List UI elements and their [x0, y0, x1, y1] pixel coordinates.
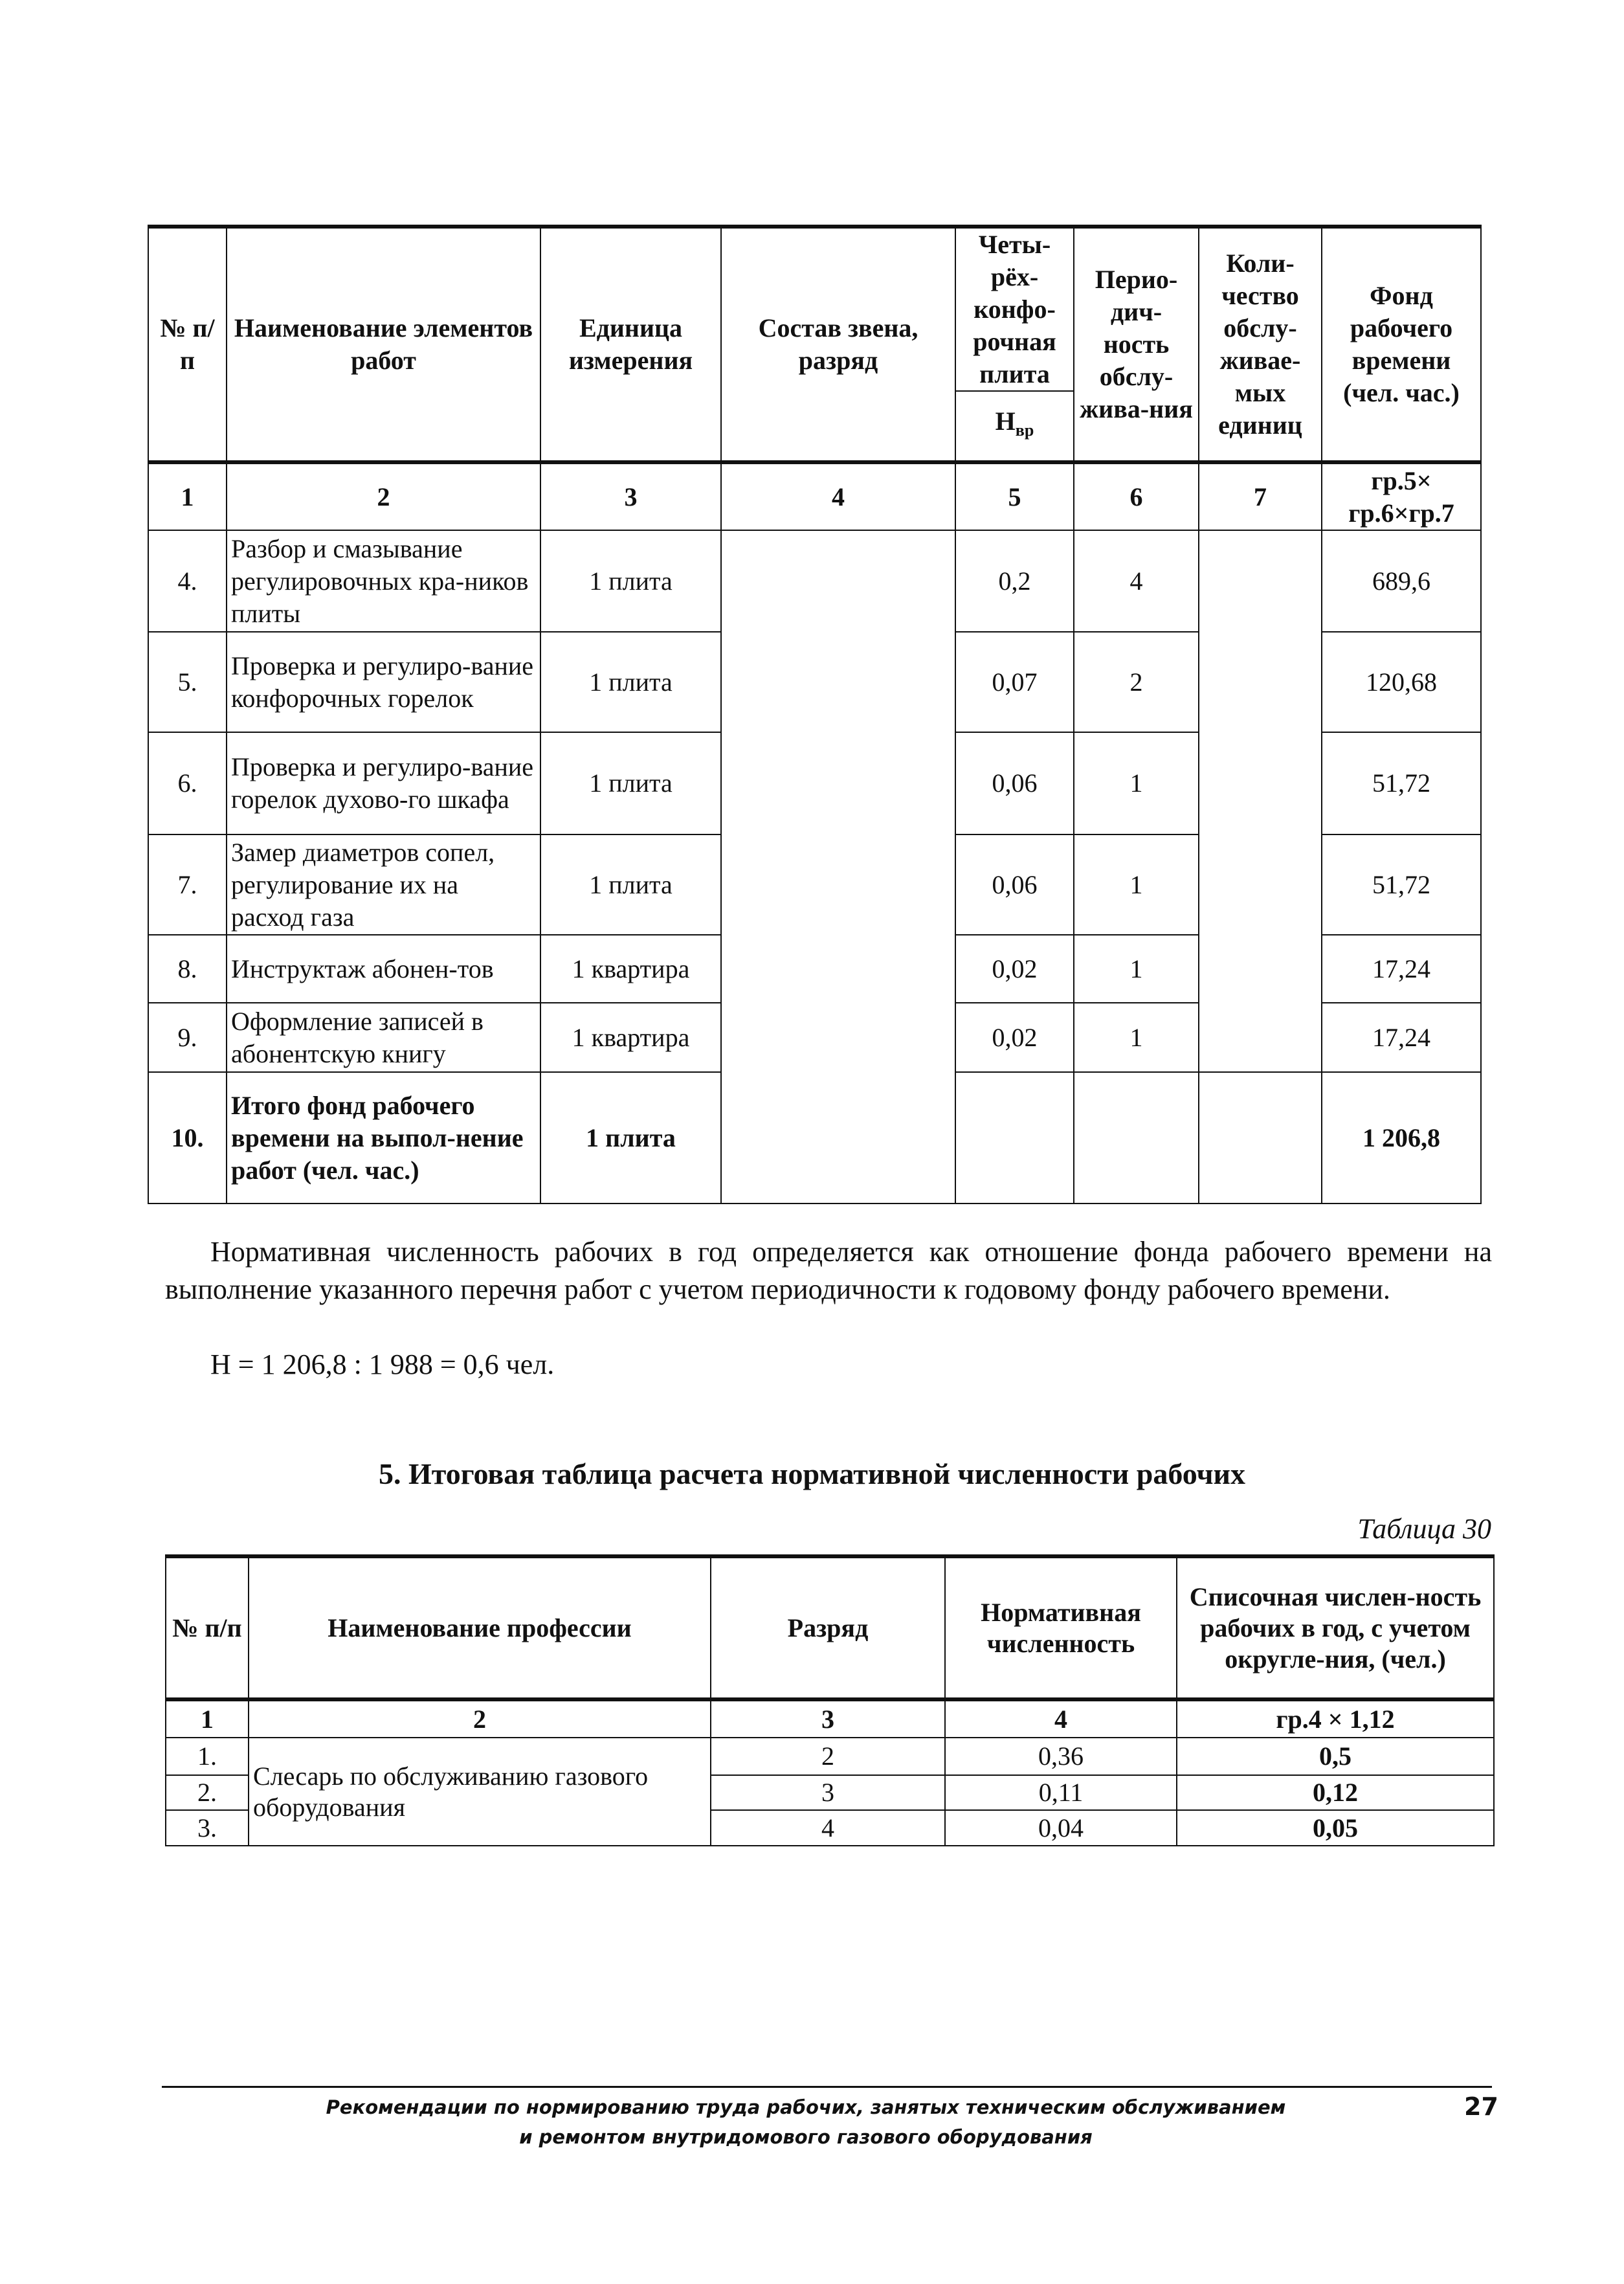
footer-line-1: Рекомендации по нормированию труда рабочих, занятых техническим обслуживанием: [326, 2096, 1286, 2118]
table-cell: 1 квартира: [540, 935, 721, 1003]
column-number: 2: [249, 1699, 711, 1738]
table-cell: 1: [1074, 935, 1199, 1003]
table-cell: 0,02: [955, 1003, 1074, 1072]
table-caption: Таблица 30: [1357, 1513, 1491, 1545]
table-cell: 8.: [148, 935, 227, 1003]
column-header: Нормативная численность: [945, 1556, 1177, 1699]
table-cell: Оформление записей в абонентскую книгу: [227, 1003, 540, 1072]
table-cell: 1 плита: [540, 632, 721, 732]
column-header: № п/п: [166, 1556, 249, 1699]
table-cell: Инструктаж абонен-тов: [227, 935, 540, 1003]
headcount-summary-table: [165, 1554, 1495, 1846]
table-cell: 120,68: [1322, 632, 1481, 732]
table-cell: 0,06: [955, 732, 1074, 834]
column-header: Коли-чество обслу-живае-мых единиц: [1199, 227, 1322, 462]
merged-empty-cell: [721, 530, 955, 1204]
table-row: [148, 227, 1481, 391]
table-cell: [1074, 1072, 1199, 1204]
table-cell: 1 плита: [540, 834, 721, 935]
table-cell: [955, 1072, 1074, 1204]
total-fund: 1 206,8: [1322, 1072, 1481, 1204]
column-header: Единица измерения: [540, 227, 721, 462]
table-cell: 1 плита: [540, 530, 721, 632]
table-cell: 5.: [148, 632, 227, 732]
column-header: Четы-рёх-конфо-рочная плита: [955, 227, 1074, 391]
table-cell: Замер диаметров сопел, регулирование их на расход газа: [227, 834, 540, 935]
table-cell: 3.: [166, 1810, 249, 1846]
table-cell: 0,02: [955, 935, 1074, 1003]
column-header: Списочная числен-ность рабочих в год, с учетом округле-ния, (чел.): [1177, 1556, 1494, 1699]
column-header: Состав звена, разряд: [721, 227, 955, 462]
column-number: 4: [721, 462, 955, 530]
column-number: 4: [945, 1699, 1177, 1738]
table-cell: 1: [1074, 834, 1199, 935]
table-cell: 4: [1074, 530, 1199, 632]
table-cell: 0,36: [945, 1738, 1177, 1775]
table-cell: 689,6: [1322, 530, 1481, 632]
table-cell: 1: [1074, 1003, 1199, 1072]
table-cell: 17,24: [1322, 1003, 1481, 1072]
table-cell: 0,12: [1177, 1775, 1494, 1810]
column-number: 7: [1199, 462, 1322, 530]
column-header: № п/п: [148, 227, 227, 462]
table-row: [148, 462, 1481, 530]
table-cell: 1 квартира: [540, 1003, 721, 1072]
column-number: гр.4 × 1,12: [1177, 1699, 1494, 1738]
column-subheader: [955, 391, 1074, 462]
merged-empty-cell: [1199, 530, 1322, 1072]
table-cell: 0,05: [1177, 1810, 1494, 1846]
table-cell: 51,72: [1322, 732, 1481, 834]
footer-line-2: и ремонтом внутридомового газового оборудования: [519, 2126, 1093, 2148]
table-cell: 0,06: [955, 834, 1074, 935]
column-number: 6: [1074, 462, 1199, 530]
table-cell: 0,5: [1177, 1738, 1494, 1775]
column-number: 1: [148, 462, 227, 530]
table-cell: 1 плита: [540, 732, 721, 834]
table-cell: 2: [1074, 632, 1199, 732]
table-cell: Проверка и регулиро-вание горелок духово-го шкафа: [227, 732, 540, 834]
column-number: гр.5× гр.6×гр.7: [1322, 462, 1481, 530]
table-cell: 0,11: [945, 1775, 1177, 1810]
table-cell: 1.: [166, 1738, 249, 1775]
column-number: 3: [540, 462, 721, 530]
table-cell: 4: [711, 1810, 945, 1846]
column-header: Наименование профессии: [249, 1556, 711, 1699]
column-header: Фонд рабочего времени (чел. час.): [1322, 227, 1481, 462]
column-header: Перио-дич-ность обслу-жива-ния: [1074, 227, 1199, 462]
table-cell: 51,72: [1322, 834, 1481, 935]
table-cell: 6.: [148, 732, 227, 834]
table-cell: 0,04: [945, 1810, 1177, 1846]
column-header: Наименование элементов работ: [227, 227, 540, 462]
table-cell: 2.: [166, 1775, 249, 1810]
table-cell: 9.: [148, 1003, 227, 1072]
table-cell: 10.: [148, 1072, 227, 1204]
table-cell: Проверка и регулиро-вание конфорочных горелок: [227, 632, 540, 732]
table-cell: Разбор и смазывание регулировочных кра-ников плиты: [227, 530, 540, 632]
table-cell: 0,07: [955, 632, 1074, 732]
norm-symbol: Н: [995, 407, 1016, 436]
table-cell: 1: [1074, 732, 1199, 834]
formula: Н = 1 206,8 : 1 988 = 0,6 чел.: [210, 1349, 555, 1380]
table-cell: 7.: [148, 834, 227, 935]
table-row: [148, 530, 1481, 632]
table-cell: 4.: [148, 530, 227, 632]
table-row: [166, 1738, 1494, 1775]
column-number: 1: [166, 1699, 249, 1738]
footer-text: [162, 2092, 1450, 2152]
section-heading: 5. Итоговая таблица расчета нормативной численности рабочих: [378, 1457, 1246, 1490]
page-number: 27: [1464, 2092, 1498, 2121]
table-cell: 17,24: [1322, 935, 1481, 1003]
column-number: 2: [227, 462, 540, 530]
table-cell: [1199, 1072, 1322, 1204]
table-cell: 1 плита: [540, 1072, 721, 1204]
table-cell: 0,2: [955, 530, 1074, 632]
column-number: 5: [955, 462, 1074, 530]
profession-name: Слесарь по обслуживанию газового оборудования: [249, 1738, 711, 1846]
column-header: Разряд: [711, 1556, 945, 1699]
norm-subscript: вр: [1015, 421, 1034, 440]
table-cell: 3: [711, 1775, 945, 1810]
paragraph: Нормативная численность рабочих в год определяется как отношение фонда рабочего времени на выполнение указанного перечня работ с учетом периодичности к годовому фонду рабочего времени.: [165, 1236, 1492, 1305]
table-row: [166, 1556, 1494, 1699]
footer-divider: [162, 2086, 1492, 2088]
table-cell: Итого фонд рабочего времени на выпол-нение работ (чел. час.): [227, 1072, 540, 1204]
table-cell: 2: [711, 1738, 945, 1775]
table-row: [166, 1699, 1494, 1738]
work-time-fund-table: [148, 225, 1482, 1204]
column-number: 3: [711, 1699, 945, 1738]
